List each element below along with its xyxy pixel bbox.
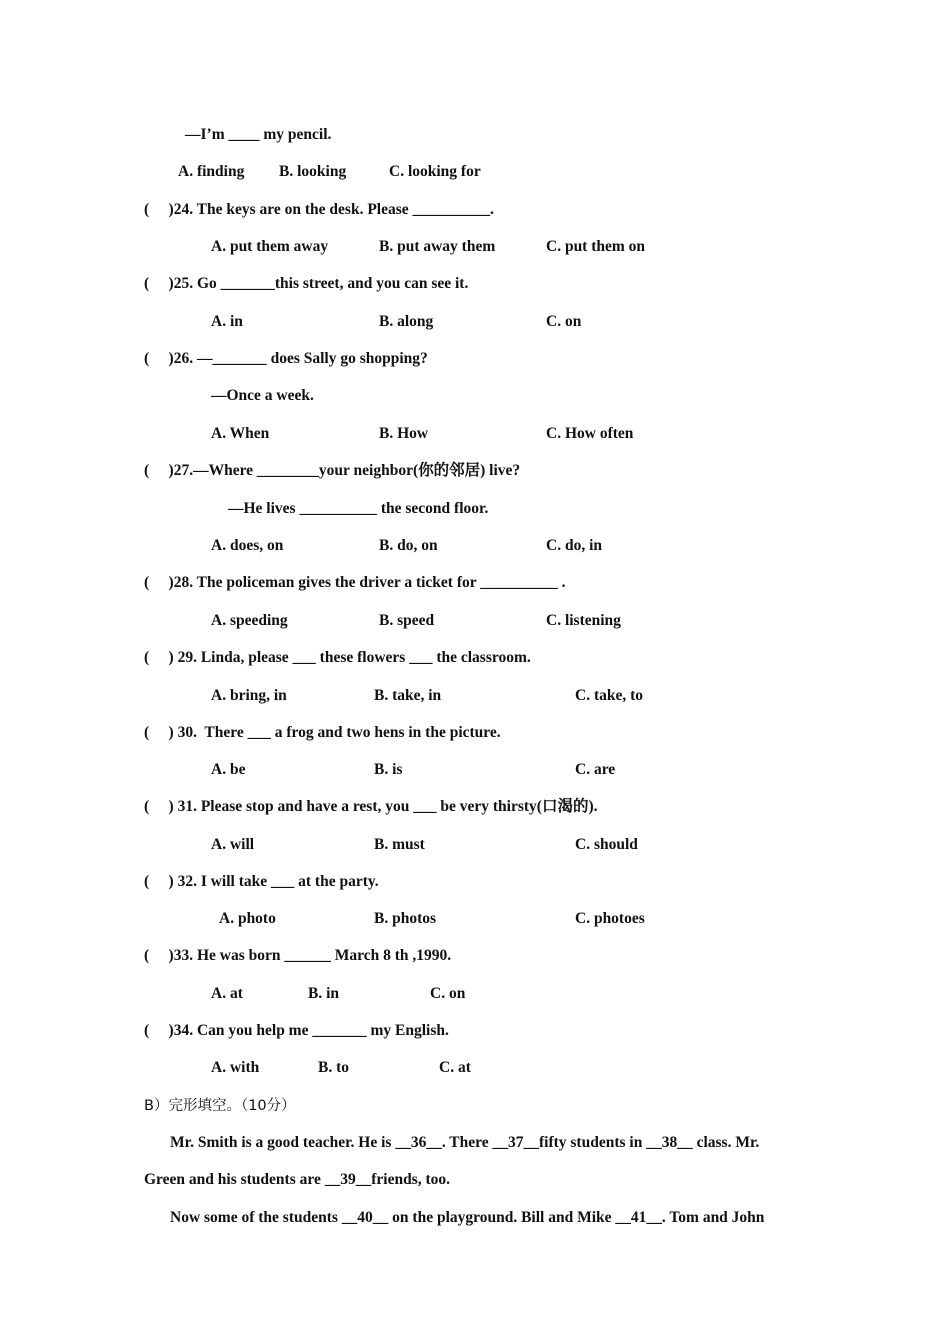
q26-option-b: B. How xyxy=(379,425,429,442)
q27-option-a: A. does, on xyxy=(211,537,284,554)
question-27: ( )27.—Where ________your neighbor(你的邻居) live? xyxy=(144,462,521,479)
q29-option-c: C. take, to xyxy=(575,687,644,704)
q24-option-a: A. put them away xyxy=(211,238,329,255)
q24-option-c: C. put them on xyxy=(546,238,646,255)
q28-option-a: A. speeding xyxy=(211,612,288,629)
q32-option-b: B. photos xyxy=(374,910,437,927)
q31-option-c: C. should xyxy=(575,836,638,853)
q34-option-a: A. with xyxy=(211,1059,260,1076)
q28-option-c: C. listening xyxy=(546,612,621,629)
q34-option-c: C. at xyxy=(439,1059,471,1076)
question-24: ( )24. The keys are on the desk. Please __________. xyxy=(144,201,494,218)
question-28: ( )28. The policeman gives the driver a ticket for __________ . xyxy=(144,574,566,591)
question-33: ( )33. He was born ______ March 8 th ,1990. xyxy=(144,947,452,964)
q31-option-b: B. must xyxy=(374,836,425,853)
q26-answer-line: —Once a week. xyxy=(211,387,314,404)
q23-option-c: C. looking for xyxy=(389,163,481,180)
section-b-heading: B）完形填空。（10分） xyxy=(144,1098,296,1114)
q29-option-a: A. bring, in xyxy=(211,687,287,704)
q34-option-b: B. to xyxy=(318,1059,349,1076)
q25-option-a: A. in xyxy=(211,313,243,330)
question-26: ( )26. —_______ does Sally go shopping? xyxy=(144,350,428,367)
q30-option-b: B. is xyxy=(374,761,403,778)
q30-option-a: A. be xyxy=(211,761,246,778)
q23-option-b: B. looking xyxy=(279,163,347,180)
question-31: ( ) 31. Please stop and have a rest, you ___ be very thirsty(口渴的). xyxy=(144,798,598,815)
q23-option-a: A. finding xyxy=(178,163,245,180)
q27-option-c: C. do, in xyxy=(546,537,602,554)
cloze-paragraph-1-line-2: Green and his students are __39__friends, too. xyxy=(144,1171,451,1188)
q29-option-b: B. take, in xyxy=(374,687,442,704)
q25-option-b: B. along xyxy=(379,313,434,330)
q33-option-c: C. on xyxy=(430,985,466,1002)
question-25: ( )25. Go _______this street, and you can see it. xyxy=(144,275,469,292)
q26-option-c: C. How often xyxy=(546,425,634,442)
q23-answer-line: —I’m ____ my pencil. xyxy=(185,126,332,143)
q32-option-a: A. photo xyxy=(219,910,276,927)
q27-option-b: B. do, on xyxy=(379,537,438,554)
q31-option-a: A. will xyxy=(211,836,255,853)
question-29: ( ) 29. Linda, please ___ these flowers ___ the classroom. xyxy=(144,649,531,666)
q27-answer-line: —He lives __________ the second floor. xyxy=(228,500,489,517)
question-30: ( ) 30. There ___ a frog and two hens in the picture. xyxy=(144,724,501,741)
q33-option-b: B. in xyxy=(308,985,340,1002)
q24-option-b: B. put away them xyxy=(379,238,496,255)
q30-option-c: C. are xyxy=(575,761,616,778)
q33-option-a: A. at xyxy=(211,985,243,1002)
q32-option-c: C. photoes xyxy=(575,910,645,927)
cloze-paragraph-1-line-1: Mr. Smith is a good teacher. He is __36__. There __37__fifty students in __38__ class. Mr. xyxy=(170,1134,760,1151)
q26-option-a: A. When xyxy=(211,425,270,442)
cloze-paragraph-2-line-1: Now some of the students __40__ on the playground. Bill and Mike __41__. Tom and John xyxy=(170,1209,765,1226)
q28-option-b: B. speed xyxy=(379,612,435,629)
q25-option-c: C. on xyxy=(546,313,582,330)
question-34: ( )34. Can you help me _______ my English. xyxy=(144,1022,449,1039)
question-32: ( ) 32. I will take ___ at the party. xyxy=(144,873,379,890)
